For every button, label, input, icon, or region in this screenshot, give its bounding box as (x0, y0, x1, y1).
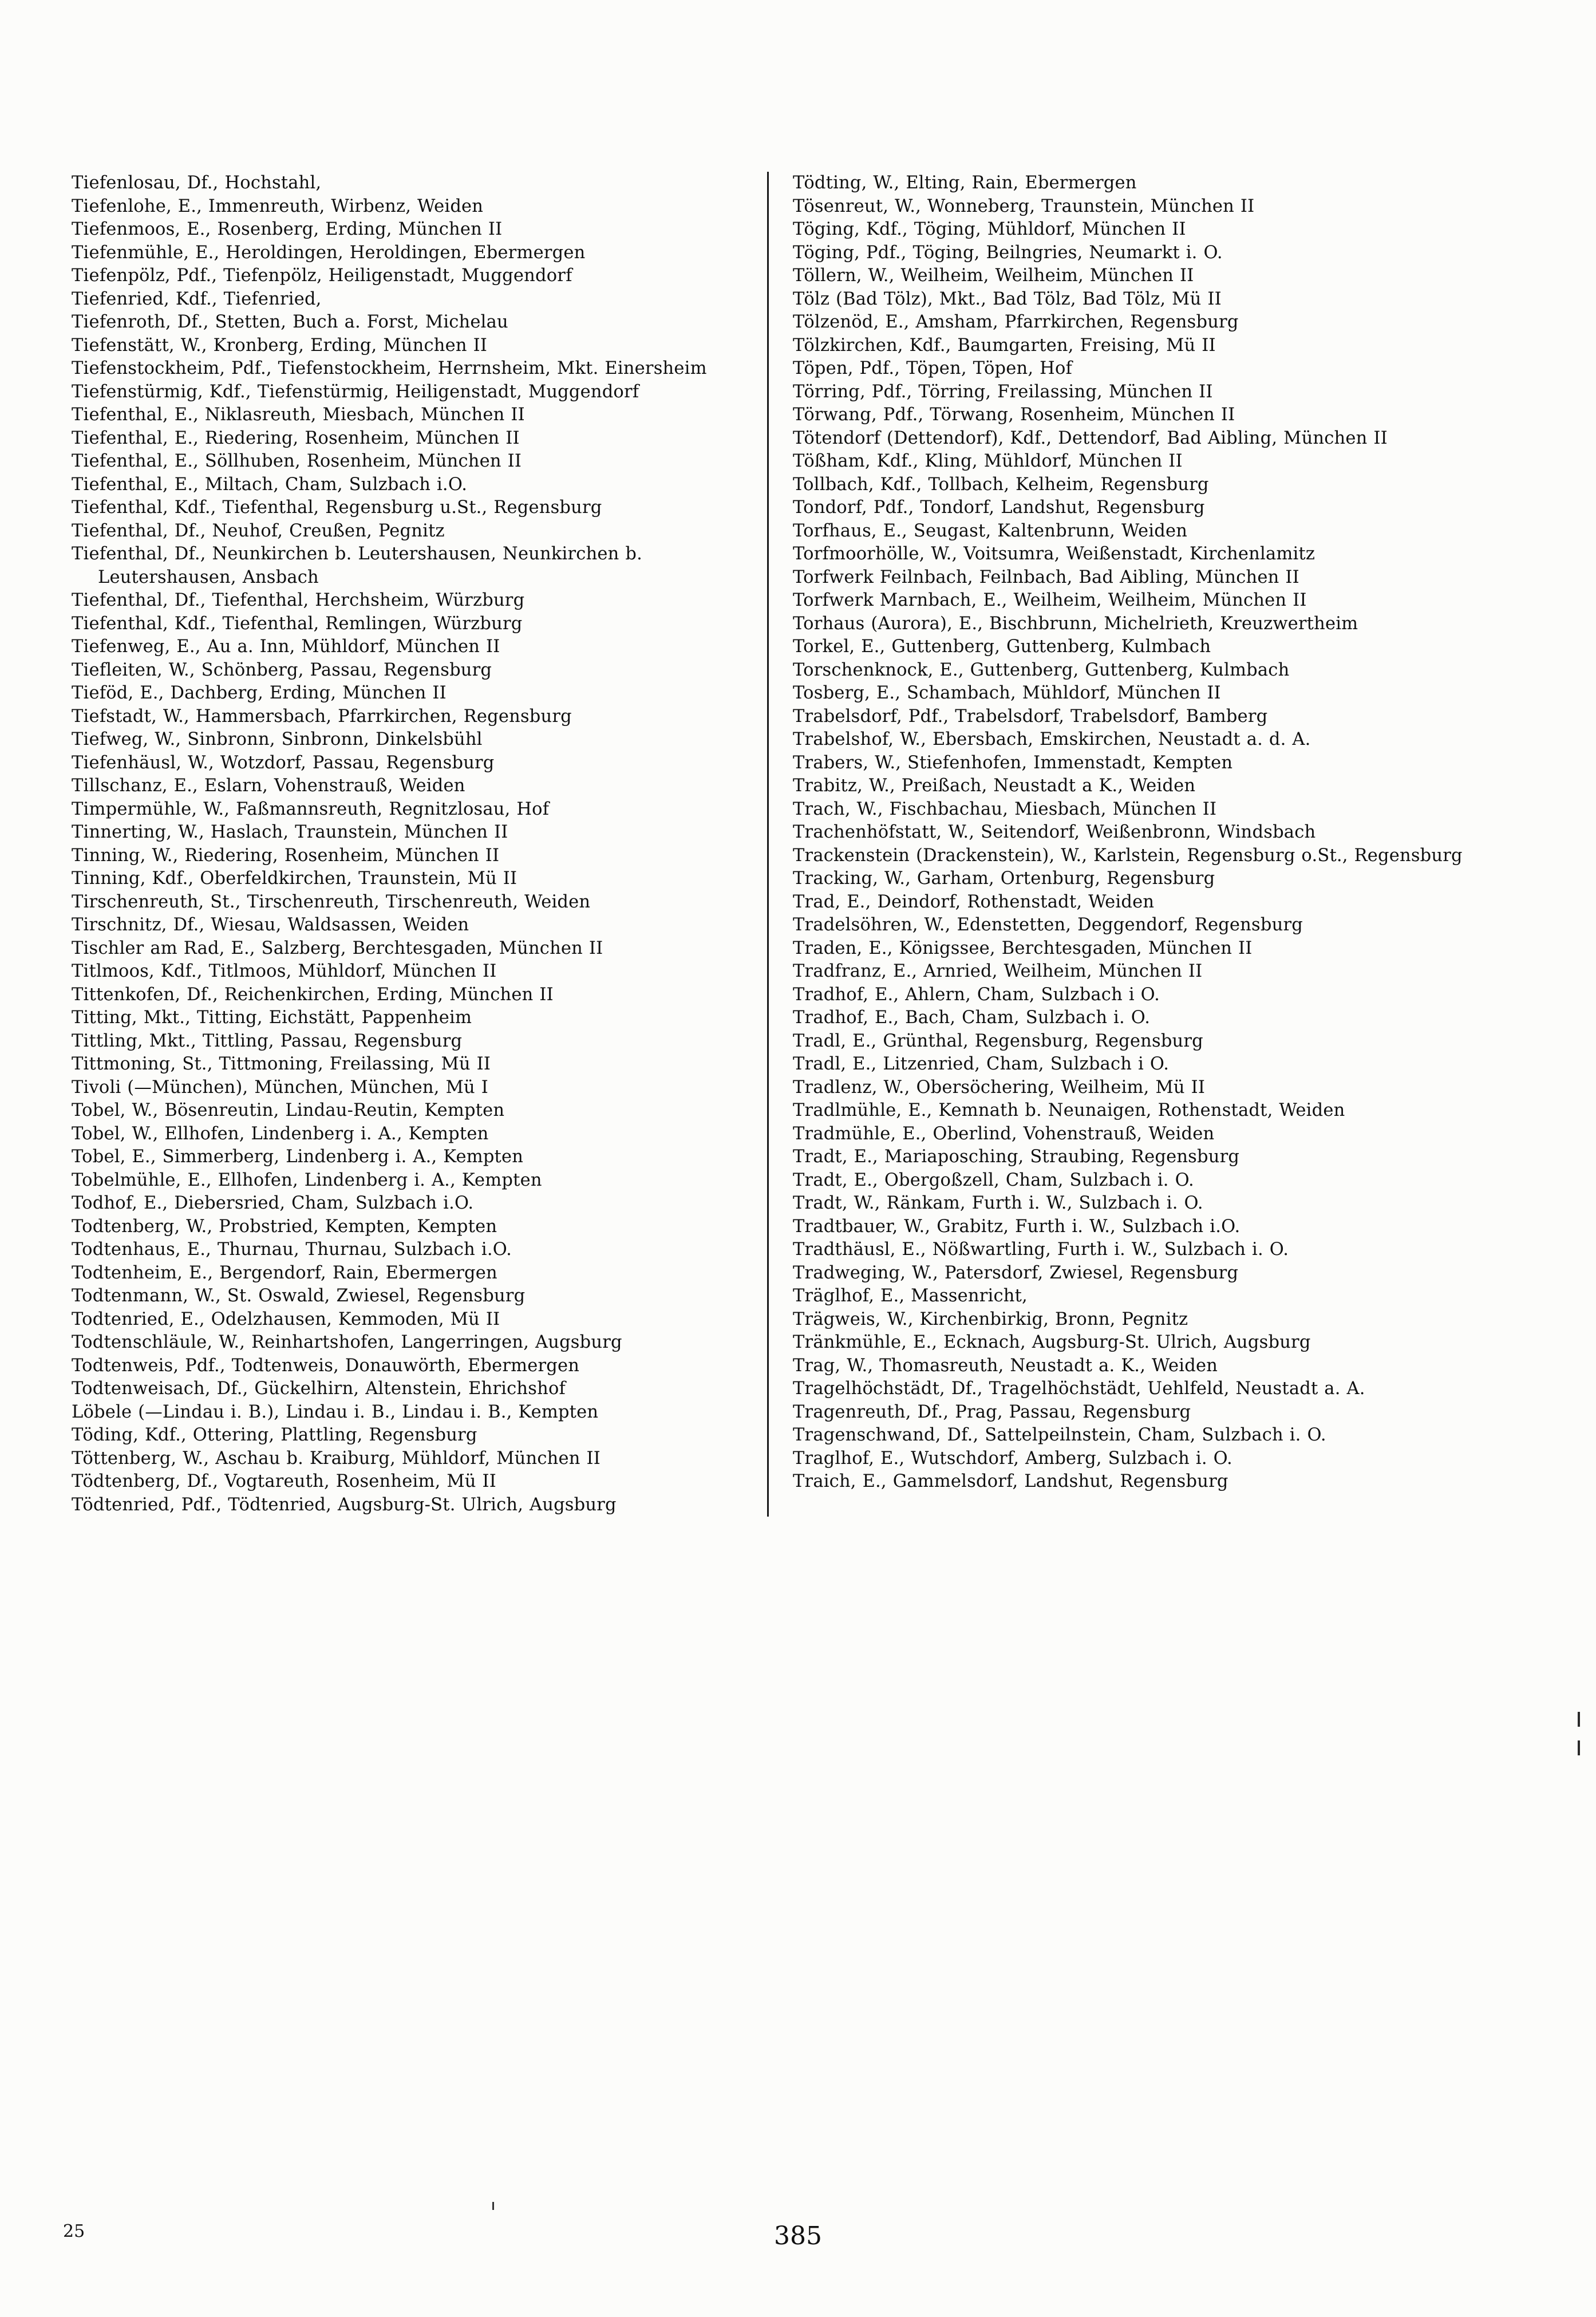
entry: Tiefenstätt, W., Kronberg, Erding, München II (72, 335, 488, 356)
left-column (63, 172, 769, 1517)
entry: Tränkmühle, E., Ecknach, Augsburg-St. Ulrich, Augsburg (793, 1332, 1311, 1352)
entry: Tiefenmühle, E., Heroldingen, Heroldingen, Ebermergen (72, 242, 586, 263)
edge-mark (1578, 1712, 1580, 1727)
entry: Traich, E., Gammelsdorf, Landshut, Regensburg (793, 1471, 1228, 1491)
entry: Todtenberg, W., Probstried, Kempten, Kempten (72, 1216, 497, 1237)
entry: Traden, E., Königssee, Berchtesgaden, München II (793, 938, 1253, 958)
entry: Tiefenpölz, Pdf., Tiefenpölz, Heiligenstadt, Muggendorf (72, 266, 572, 286)
entry: Tödtenberg, Df., Vogtareuth, Rosenheim, Mü II (72, 1471, 497, 1491)
entry: Tirschenreuth, St., Tirschenreuth, Tirschenreuth, Weiden (72, 891, 591, 912)
entry: Titting, Mkt., Titting, Eichstätt, Pappenheim (72, 1008, 472, 1028)
entry: Tradtbauer, W., Grabitz, Furth i. W., Sulzbach i.O. (793, 1216, 1241, 1237)
entry: Todtenweisach, Df., Gückelhirn, Altenstein, Ehrichshof (72, 1379, 566, 1399)
entry: Töging, Pdf., Töging, Beilngries, Neumarkt i. O. (793, 242, 1223, 263)
entry: Tivoli (—München), München, München, Mü I (72, 1077, 488, 1098)
entry: Tieföd, E., Dachberg, Erding, München II (72, 683, 447, 703)
entry: Tragenschwand, Df., Sattelpeilnstein, Cham, Sulzbach i. O. (793, 1425, 1326, 1445)
entry: Töging, Kdf., Töging, Mühldorf, München II (793, 219, 1186, 239)
entry: Tößham, Kdf., Kling, Mühldorf, München II (793, 451, 1183, 471)
entry: Tragenreuth, Df., Prag, Passau, Regensburg (793, 1402, 1191, 1422)
entry: Tondorf, Pdf., Tondorf, Landshut, Regensburg (793, 498, 1205, 518)
entry: Tosberg, E., Schambach, Mühldorf, München II (793, 683, 1221, 703)
edge-mark (1578, 1740, 1580, 1755)
entry: Torhaus (Aurora), E., Bischbrunn, Michelrieth, Kreuzwertheim (793, 613, 1358, 634)
entry: Trabelshof, W., Ebersbach, Emskirchen, Neustadt a. d. A. (793, 729, 1311, 749)
entry: Töllern, W., Weilheim, Weilheim, München II (793, 266, 1194, 286)
entry: Tötendorf (Dettendorf), Kdf., Dettendorf, Bad Aibling, München II (793, 428, 1388, 448)
entry: Tittenkofen, Df., Reichenkirchen, Erding, München II (72, 984, 554, 1005)
entry: Töding, Kdf., Ottering, Plattling, Regensburg (72, 1425, 477, 1445)
entry: Tiefenthal, E., Niklasreuth, Miesbach, München II (72, 405, 525, 425)
entry: Tittling, Mkt., Tittling, Passau, Regensburg (72, 1031, 463, 1051)
entry: Tinning, W., Riedering, Rosenheim, München II (72, 845, 500, 866)
entry: Trägweis, W., Kirchenbirkig, Bronn, Pegnitz (793, 1309, 1188, 1329)
entry: Tobel, W., Bösenreutin, Lindau-Reutin, Kempten (72, 1100, 505, 1120)
page-number: 385 (774, 2221, 822, 2251)
entry: Tiefenthal, Df., Tiefenthal, Herchsheim, Würzburg (72, 590, 525, 610)
entry: Tiefenstockheim, Pdf., Tiefenstockheim, Herrnsheim, Mkt. Einersheim (72, 358, 707, 378)
entry: Trabers, W., Stiefenhofen, Immenstadt, Kempten (793, 752, 1233, 773)
entry: Tinning, Kdf., Oberfeldkirchen, Traunstein, Mü II (72, 869, 517, 889)
entry: Tradl, E., Grünthal, Regensburg, Regensburg (793, 1031, 1203, 1051)
entry: Tiefenthal, Kdf., Tiefenthal, Regensburg u.St., Regensburg (72, 498, 602, 518)
entry: Tiefenstürmig, Kdf., Tiefenstürmig, Heiligenstadt, Muggendorf (72, 381, 639, 402)
entry: Tinnerting, W., Haslach, Traunstein, München II (72, 822, 508, 842)
entry: Tirschnitz, Df., Wiesau, Waldsassen, Weiden (72, 915, 469, 935)
entry: Trachenhöfstatt, W., Seitendorf, Weißenbronn, Windsbach (793, 822, 1316, 842)
entry: Titlmoos, Kdf., Titlmoos, Mühldorf, München II (72, 961, 497, 981)
entry: Tiefenthal, Df., Neuhof, Creußen, Pegnitz (72, 520, 445, 541)
entry: Tiefenthal, E., Riedering, Rosenheim, München II (72, 428, 520, 448)
entry: Todtenhaus, E., Thurnau, Thurnau, Sulzbach i.O. (72, 1240, 512, 1260)
entry: Tiefenroth, Df., Stetten, Buch a. Forst, Michelau (72, 312, 508, 332)
entry: Törwang, Pdf., Törwang, Rosenheim, München II (793, 405, 1235, 425)
entry: Todtenschläule, W., Reinhartshofen, Langerringen, Augsburg (72, 1332, 622, 1352)
entry: Tiefleiten, W., Schönberg, Passau, Regensburg (72, 660, 492, 680)
entry: Tiefenhäusl, W., Wotzdorf, Passau, Regensburg (72, 752, 495, 773)
entry: Tiefenried, Kdf., Tiefenried, (72, 289, 322, 309)
entry: Todtenried, E., Odelzhausen, Kemmoden, Mü II (72, 1309, 500, 1329)
entry: Tiefenthal, E., Söllhuben, Rosenheim, München II (72, 451, 522, 471)
entry: Tradthäusl, E., Nößwartling, Furth i. W., Sulzbach i. O. (793, 1240, 1289, 1260)
entry: Tölzkirchen, Kdf., Baumgarten, Freising, Mü II (793, 335, 1216, 356)
entry: Tradl, E., Litzenried, Cham, Sulzbach i O. (793, 1054, 1170, 1074)
entry: Tiefenmoos, E., Rosenberg, Erding, München II (72, 219, 503, 239)
entry: Trabelsdorf, Pdf., Trabelsdorf, Trabelsdorf, Bamberg (793, 706, 1268, 727)
entry: Tradhof, E., Ahlern, Cham, Sulzbach i O. (793, 984, 1160, 1005)
entry: Tiefenlohe, E., Immenreuth, Wirbenz, Weiden (72, 196, 484, 216)
entry: Töttenberg, W., Aschau b. Kraiburg, Mühldorf, München II (72, 1448, 601, 1469)
entry: Tradlmühle, E., Kemnath b. Neunaigen, Rothenstadt, Weiden (793, 1100, 1345, 1120)
entry: Tradt, E., Mariaposching, Straubing, Regensburg (793, 1147, 1240, 1167)
entry: Trackenstein (Drackenstein), W., Karlstein, Regensburg o.St., Regensburg (793, 845, 1463, 866)
entry: Traglhof, E., Wutschdorf, Amberg, Sulzbach i. O. (793, 1448, 1232, 1469)
entry: Tiefenlosau, Df., Hochstahl, (72, 173, 322, 193)
entry: Tragelhöchstädt, Df., Tragelhöchstädt, Uehlfeld, Neustadt a. A. (793, 1379, 1365, 1399)
entry: Torfhaus, E., Seugast, Kaltenbrunn, Weiden (793, 520, 1188, 541)
entry: Todtenweis, Pdf., Todtenweis, Donauwörth, Ebermergen (72, 1355, 580, 1376)
entry: Tradelsöhren, W., Edenstetten, Deggendorf, Regensburg (793, 915, 1303, 935)
entry: Tiefstadt, W., Hammersbach, Pfarrkirchen, Regensburg (72, 706, 572, 727)
entry: Tradhof, E., Bach, Cham, Sulzbach i. O. (793, 1008, 1151, 1028)
entry: Tobel, W., Ellhofen, Lindenberg i. A., Kempten (72, 1123, 489, 1144)
entry: Töpen, Pdf., Töpen, Töpen, Hof (793, 358, 1072, 378)
entry: Trabitz, W., Preißach, Neustadt a K., Weiden (793, 776, 1196, 796)
entry: Tiefenthal, Df., Neunkirchen b. Leutershausen, Neunkirchen b. Leutershausen, Ansbach (72, 544, 649, 587)
entry: Tradweging, W., Patersdorf, Zwiesel, Regensburg (793, 1262, 1239, 1283)
entry: Todhof, E., Diebersried, Cham, Sulzbach i.O. (72, 1193, 474, 1213)
entry: Tölz (Bad Tölz), Mkt., Bad Tölz, Bad Tölz, Mü II (793, 289, 1222, 309)
entry: Timpermühle, W., Faßmannsreuth, Regnitzlosau, Hof (72, 799, 550, 819)
entry: Tobel, E., Simmerberg, Lindenberg i. A., Kempten (72, 1147, 524, 1167)
entry: Todtenmann, W., St. Oswald, Zwiesel, Regensburg (72, 1286, 526, 1306)
entry: Träglhof, E., Massenricht, (793, 1286, 1028, 1306)
entry: Tischler am Rad, E., Salzberg, Berchtesgaden, München II (72, 938, 603, 958)
entry: Torfwerk Marnbach, E., Weilheim, Weilheim, München II (793, 590, 1307, 610)
entry: Löbele (—Lindau i. B.), Lindau i. B., Lindau i. B., Kempten (72, 1402, 599, 1422)
signature-mark: 25 (63, 2221, 85, 2241)
center-tick (492, 2202, 494, 2210)
entry: Tradlenz, W., Obersöchering, Weilheim, Mü II (793, 1077, 1206, 1098)
entry: Tracking, W., Garham, Ortenburg, Regensburg (793, 869, 1215, 889)
entry: Torschenknock, E., Guttenberg, Guttenberg, Kulmbach (793, 660, 1290, 680)
entry: Tradmühle, E., Oberlind, Vohenstrauß, Weiden (793, 1123, 1215, 1144)
entry: Tillschanz, E., Eslarn, Vohenstrauß, Weiden (72, 776, 465, 796)
entry: Trach, W., Fischbachau, Miesbach, München II (793, 799, 1217, 819)
entry: Torkel, E., Guttenberg, Guttenberg, Kulmbach (793, 637, 1211, 657)
entry: Tradt, E., Obergoßzell, Cham, Sulzbach i. O. (793, 1170, 1194, 1190)
entry: Tradt, W., Ränkam, Furth i. W., Sulzbach i. O. (793, 1193, 1203, 1213)
entry: Tösenreut, W., Wonneberg, Traunstein, München II (793, 196, 1255, 216)
entry: Törring, Pdf., Törring, Freilassing, München II (793, 381, 1213, 402)
entry: Tittmoning, St., Tittmoning, Freilassing, Mü II (72, 1054, 491, 1074)
right-column (769, 172, 1480, 1517)
entry: Todtenheim, E., Bergendorf, Rain, Ebermergen (72, 1262, 497, 1283)
entry: Tiefenthal, Kdf., Tiefenthal, Remlingen, Würzburg (72, 613, 523, 634)
entry: Tobelmühle, E., Ellhofen, Lindenberg i. A., Kempten (72, 1170, 542, 1190)
entry: Tölzenöd, E., Amsham, Pfarrkirchen, Regensburg (793, 312, 1239, 332)
entry: Tödtenried, Pdf., Tödtenried, Augsburg-St. Ulrich, Augsburg (72, 1494, 617, 1515)
text-columns (63, 172, 1534, 1517)
entry: Tiefenthal, E., Miltach, Cham, Sulzbach i.O. (72, 474, 468, 495)
entry: Tradfranz, E., Arnried, Weilheim, München II (793, 961, 1203, 981)
entry: Torfmoorhölle, W., Voitsumra, Weißenstadt, Kirchenlamitz (793, 544, 1315, 564)
entry: Trad, E., Deindorf, Rothenstadt, Weiden (793, 891, 1155, 912)
entry: Tiefweg, W., Sinbronn, Sinbronn, Dinkelsbühl (72, 729, 483, 749)
entry: Trag, W., Thomasreuth, Neustadt a. K., Weiden (793, 1355, 1218, 1376)
entry: Tiefenweg, E., Au a. Inn, Mühldorf, München II (72, 637, 500, 657)
entry: Torfwerk Feilnbach, Feilnbach, Bad Aibling, München II (793, 567, 1299, 587)
entry: Tödting, W., Elting, Rain, Ebermergen (793, 173, 1137, 193)
entry: Tollbach, Kdf., Tollbach, Kelheim, Regensburg (793, 474, 1209, 495)
